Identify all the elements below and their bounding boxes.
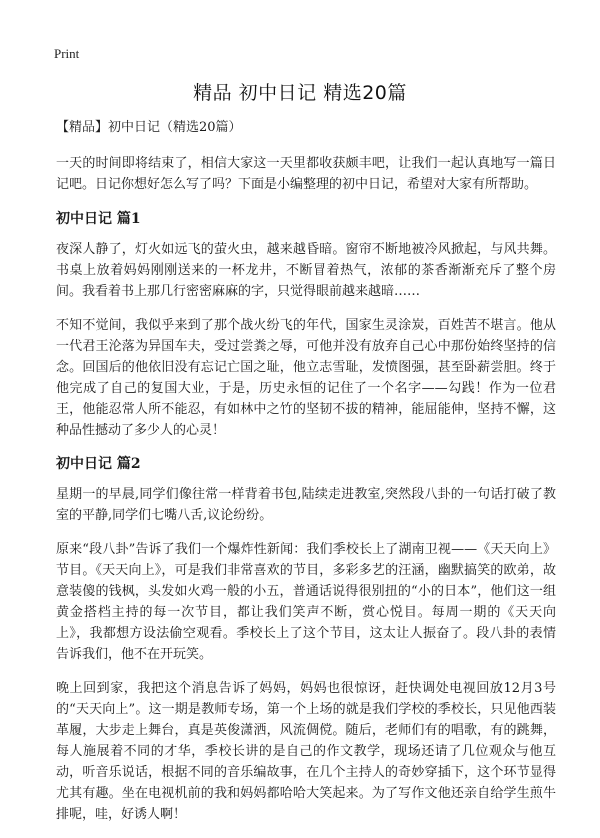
page-title: 精品 初中日记 精选20篇 [193,82,407,104]
document-body [56,118,556,838]
document-subtitle: 【精品】初中日记（精选20篇） [56,120,242,135]
print-label[interactable]: Print [54,46,80,61]
section-2-paragraph-3: 晚上回到家，我把这个消息告诉了妈妈，妈妈也很惊讶，赶快调处电视回放12月3号的“天天向上”。这一期是教师专场，第一个上场的就是我们学校的季校长，只见他西装革履，大步走上舞台，真是英俊潇洒，风流倜傥。随后，老师们有的唱歌，有的跳舞，每人施展着不同的才华，季校长讲的是自己的作文教学，现场还请了几位观众与他互动，听音乐说话，根据不同的音乐编故事，在几个主持人的奇妙穿插下，这个环节显得尤其有趣。坐在电视机前的我和妈妈都哈哈大笑起来。为了写作文他还亲自给学生煎牛排呢，哇，好诱人啊！ [56,681,556,822]
intro-paragraph: 一天的时间即将结束了，相信大家这一天里都收获颇丰吧，让我们一起认真地写一篇日记吧。日记你想好怎么写了吗？下面是小编整理的初中日记，希望对大家有所帮助。 [56,156,556,192]
section-heading-1: 初中日记 篇1 [56,211,141,227]
section-1-paragraph-1: 夜深人静了，灯火如远飞的萤火虫，越来越昏暗。窗帘不断地被冷风掀起，与风共舞。书桌上放着妈妈刚刚送来的一杯龙井，不断冒着热气，浓郁的茶香渐渐充斥了整个房间。我看着书上那几行密密麻麻的字，只觉得眼前越来越暗…… [56,242,556,299]
section-2-paragraph-2: 原来“段八卦”告诉了我们一个爆炸性新闻：我们季校长上了湖南卫视——《天天向上》节目。《天天向上》，可是我们非常喜欢的节目，多彩多艺的汪涵，幽默搞笑的欧弟，故意装傻的钱枫，头发如火鸡一般的小五，普通话说得很别扭的“小的日本”，他们这一组黄金搭档主持的每一次节目，都让我们笑声不断，赏心悦目。每周一期的《天天向上》，我都想方设法偷空观看。季校长上了这个节目，这太让人振奋了。段八卦的表情告诉我们，他不在开玩笑。 [56,542,556,662]
section-heading-2: 初中日记 篇2 [56,456,141,472]
section-1-paragraph-2: 不知不觉间，我似乎来到了那个战火纷飞的年代，国家生灵涂炭，百姓苦不堪言。他从一代君王沦落为异国车夫，受过尝粪之辱，可他并没有放弃自己心中那份始终坚持的信念。回国后的他依旧没有忘记亡国之耻，他立志雪耻，发愤图强，甚至卧薪尝胆。终于他完成了自己的复国大业，于是，历史永恒的记住了一个名字——勾践！作为一位君王，他能忍常人所不能忍，有如林中之竹的坚韧不拔的精神，能屈能伸，坚持不懈，这种品性撼动了多少人的心灵！ [56,318,556,438]
section-2-paragraph-1: 星期一的早晨,同学们像往常一样背着书包,陆续走进教室,突然段八卦的一句话打破了教室的平静,同学们七嘴八舌,议论纷纷。 [56,487,556,523]
